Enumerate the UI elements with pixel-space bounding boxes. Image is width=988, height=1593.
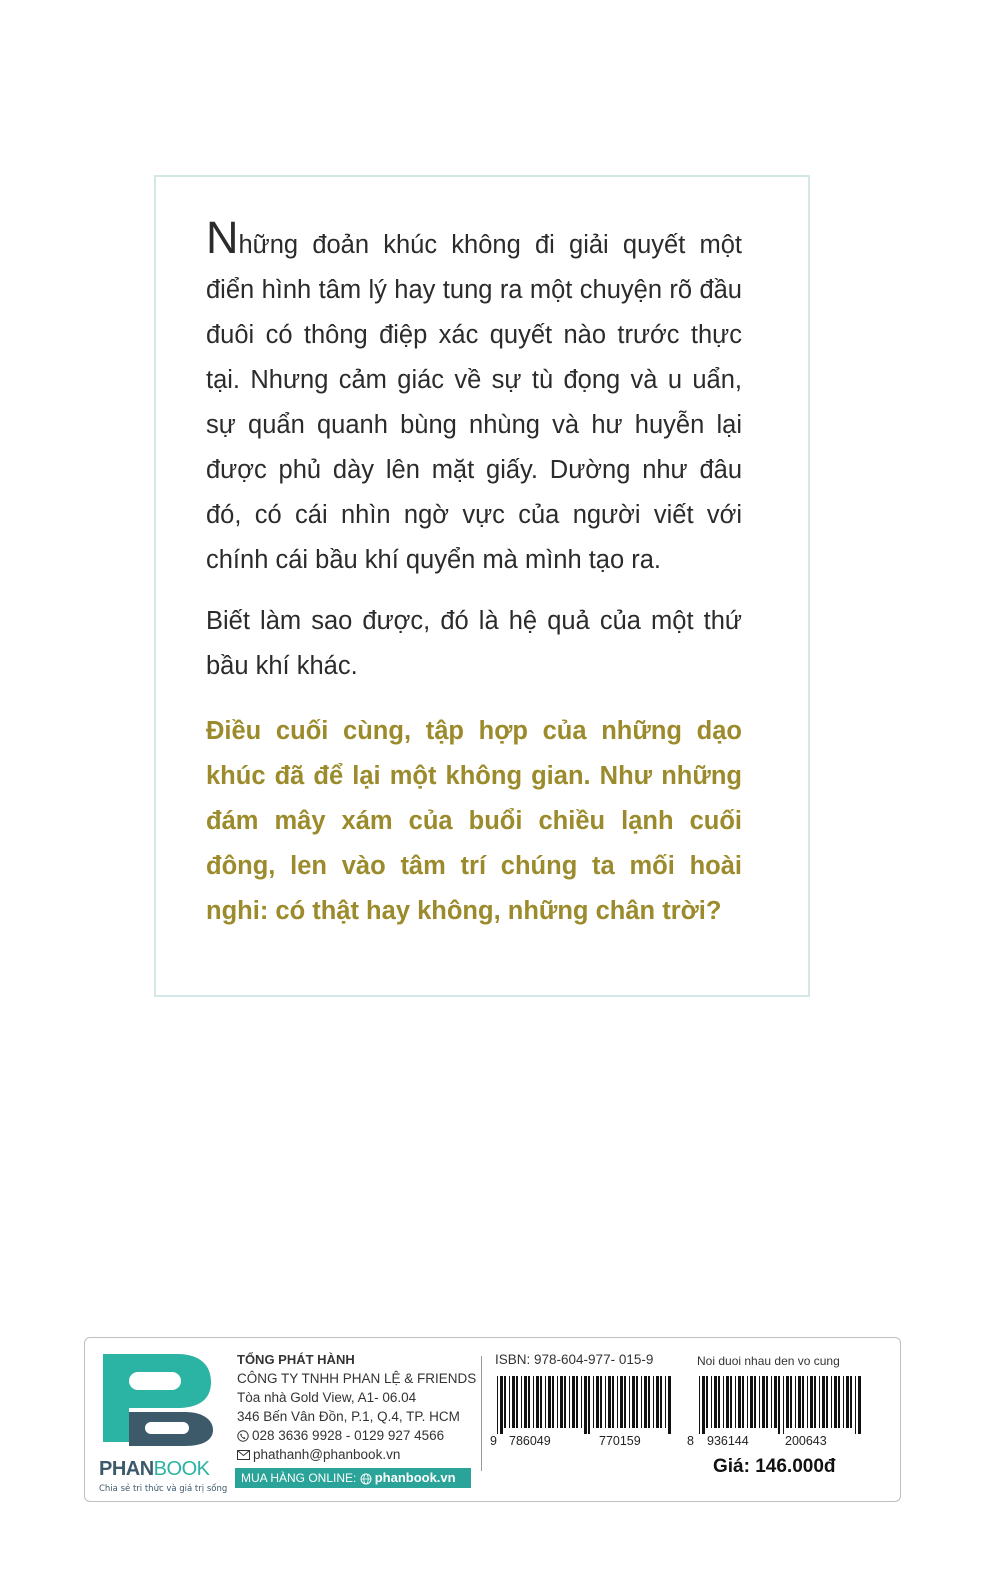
- barcode2-digits-right: 200643: [785, 1434, 827, 1448]
- barcode-bar: [557, 1376, 558, 1428]
- barcode-bar: [620, 1376, 623, 1428]
- blurb-paragraph-1: [206, 212, 742, 583]
- logo-brand-bold: PHAN: [99, 1458, 154, 1480]
- barcode-bar: [584, 1376, 587, 1434]
- barcode-bar: [718, 1376, 720, 1428]
- barcode-bar: [810, 1376, 813, 1428]
- barcode-bar: [730, 1376, 732, 1428]
- barcode-bar: [759, 1376, 760, 1428]
- barcode-bar: [802, 1376, 804, 1428]
- barcode-bar: [656, 1376, 659, 1428]
- price: Giá: 146.000đ: [713, 1456, 836, 1477]
- globe-icon: [360, 1473, 372, 1485]
- barcode-bar: [497, 1376, 498, 1434]
- book-title-label: Noi duoi nhau den vo cung: [697, 1354, 840, 1368]
- barcode-bar: [540, 1376, 542, 1428]
- barcode-bar: [790, 1376, 792, 1428]
- drop-cap: N: [206, 212, 239, 263]
- publisher-title: TỔNG PHÁT HÀNH: [237, 1352, 355, 1367]
- blurb-paragraph-1-text: hững đoản khúc không đi giải quyết một điển hình tâm lý hay tung ra một chuyện rõ đầu đuôi có thông điệp xác quyết nào trước thực tại. Nhưng cảm giác về sự tù đọng và u uẩn, sự quẩn quanh bùng nhùng và hư huyễn lại được phủ dày lên mặt giấy. Dường như đâu đó, có cái nhìn ngờ vực của người viết với chính cái bầu khí quyển mà mình tạo ra.: [206, 231, 742, 574]
- barcode-bar: [819, 1376, 820, 1428]
- publisher-info: [237, 1350, 477, 1464]
- barcode-bar: [524, 1376, 527, 1428]
- barcode-bar: [850, 1376, 852, 1428]
- barcode-bar: [593, 1376, 594, 1428]
- logo-wordmark: [99, 1458, 209, 1481]
- barcode-bar: [605, 1376, 606, 1428]
- isbn-barcode: [497, 1376, 673, 1434]
- barcode-bar: [612, 1376, 614, 1428]
- barcode-bar: [738, 1376, 741, 1428]
- mail-icon: [237, 1450, 250, 1460]
- barcode-bar: [533, 1376, 534, 1428]
- barcode-bar: [632, 1376, 635, 1428]
- barcode-bar: [846, 1376, 849, 1428]
- barcode-bar: [750, 1376, 753, 1428]
- barcode-bar: [783, 1376, 784, 1434]
- barcode-bar: [702, 1376, 705, 1434]
- barcode-bar: [528, 1376, 530, 1428]
- barcode-bar: [624, 1376, 626, 1428]
- barcode-bar: [545, 1376, 546, 1428]
- barcode-bar: [754, 1376, 756, 1428]
- barcode-bar: [600, 1376, 602, 1428]
- barcode-bar: [706, 1376, 708, 1428]
- price-barcode: [699, 1376, 861, 1434]
- barcode-bar: [858, 1376, 861, 1434]
- barcode-bar: [581, 1376, 582, 1428]
- barcode-bar: [838, 1376, 840, 1428]
- barcode-bar: [641, 1376, 642, 1428]
- barcode-bar: [629, 1376, 630, 1428]
- barcode-bar: [636, 1376, 638, 1428]
- publisher-email-row: [237, 1445, 477, 1464]
- phanbook-logo: [97, 1350, 228, 1494]
- phanbook-logo-icon: [99, 1350, 219, 1450]
- vertical-divider: [481, 1356, 482, 1471]
- barcode-bar: [786, 1376, 789, 1428]
- barcode-bar: [735, 1376, 736, 1428]
- barcode-bar: [831, 1376, 832, 1428]
- barcode-bar: [814, 1376, 816, 1428]
- barcode-bar: [747, 1376, 748, 1428]
- barcode-bar: [588, 1376, 590, 1434]
- online-label: MUA HÀNG ONLINE:: [241, 1471, 357, 1485]
- barcode-bar: [552, 1376, 554, 1428]
- isbn-digit-first: 9: [490, 1434, 497, 1448]
- publisher-company: CÔNG TY TNHH PHAN LỆ & FRIENDS: [237, 1371, 477, 1386]
- barcode-bar: [536, 1376, 539, 1428]
- barcode-bar: [548, 1376, 551, 1428]
- publisher-phone-row: [237, 1426, 477, 1445]
- publisher-phone: 028 3636 9928 - 0129 927 4566: [252, 1428, 445, 1443]
- barcode-bar: [564, 1376, 566, 1428]
- barcode2-digit-first: 8: [687, 1434, 694, 1448]
- barcode-bar: [723, 1376, 724, 1428]
- publisher-email[interactable]: phathanh@phanbook.vn: [253, 1447, 401, 1462]
- blurb-highlight: Điều cuối cùng, tập hợp của những dạo khúc đã để lại một không gian. Như những đám mây xám của buổi chiều lạnh cuối đông, len vào tâm trí chúng ta mối hoài nghi: có thật hay không, những chân trời?: [206, 717, 742, 925]
- barcode-bar: [512, 1376, 515, 1428]
- online-website[interactable]: phanbook.vn: [374, 1470, 456, 1485]
- barcode-bar: [843, 1376, 844, 1428]
- barcode-bar: [795, 1376, 796, 1428]
- barcode-bar: [576, 1376, 578, 1428]
- barcode-bar: [665, 1376, 666, 1428]
- barcode-bar: [699, 1376, 700, 1434]
- isbn-digits-right: 770159: [599, 1434, 641, 1448]
- barcode-bar: [660, 1376, 662, 1428]
- barcode-bar: [653, 1376, 654, 1428]
- footer-panel: [84, 1337, 901, 1502]
- barcode-bar: [648, 1376, 650, 1428]
- barcode-bar: [596, 1376, 599, 1428]
- blurb-text: [206, 212, 742, 950]
- isbn-label: ISBN: 978-604-977- 015-9: [495, 1352, 654, 1367]
- logo-slogan: Chia sẻ tri thức và giá trị sống: [99, 1484, 228, 1494]
- barcode-bar: [778, 1376, 780, 1434]
- blurb-paragraph-2: Biết làm sao được, đó là hệ quả của một thứ bầu khí khác.: [206, 607, 742, 680]
- barcode-bar: [516, 1376, 518, 1428]
- barcode-bar: [798, 1376, 801, 1428]
- barcode-bar: [668, 1376, 671, 1434]
- phone-icon: [237, 1430, 249, 1442]
- barcode-bar: [500, 1376, 503, 1434]
- barcode-bar: [834, 1376, 837, 1428]
- online-bar: [235, 1468, 471, 1488]
- barcode-bar: [509, 1376, 510, 1428]
- barcode-bar: [560, 1376, 563, 1428]
- barcode-bar: [644, 1376, 647, 1428]
- publisher-address-1: Tòa nhà Gold View, A1- 06.04: [237, 1390, 417, 1405]
- barcode-bar: [504, 1376, 506, 1428]
- barcode-bar: [822, 1376, 825, 1428]
- barcode-bar: [572, 1376, 575, 1428]
- isbn-digits-left: 786049: [509, 1434, 551, 1448]
- barcode-bar: [742, 1376, 744, 1428]
- barcode-bar: [826, 1376, 828, 1428]
- blurb-box: [154, 175, 810, 997]
- barcode-bar: [711, 1376, 712, 1428]
- barcode-bar: [617, 1376, 618, 1428]
- barcode-bar: [766, 1376, 768, 1428]
- barcode-bar: [762, 1376, 765, 1428]
- barcode2-digits-left: 936144: [707, 1434, 749, 1448]
- barcode-bar: [521, 1376, 522, 1428]
- barcode-bar: [608, 1376, 611, 1428]
- barcode-bar: [726, 1376, 729, 1428]
- barcode-bar: [771, 1376, 772, 1428]
- logo-brand-light: BOOK: [153, 1458, 210, 1480]
- barcode-bar: [569, 1376, 570, 1428]
- barcode-bar: [714, 1376, 717, 1428]
- publisher-address-2: 346 Bến Vân Đồn, P.1, Q.4, TP. HCM: [237, 1409, 460, 1424]
- barcode-bar: [855, 1376, 856, 1434]
- barcode-bar: [807, 1376, 808, 1428]
- barcode-bar: [774, 1376, 777, 1428]
